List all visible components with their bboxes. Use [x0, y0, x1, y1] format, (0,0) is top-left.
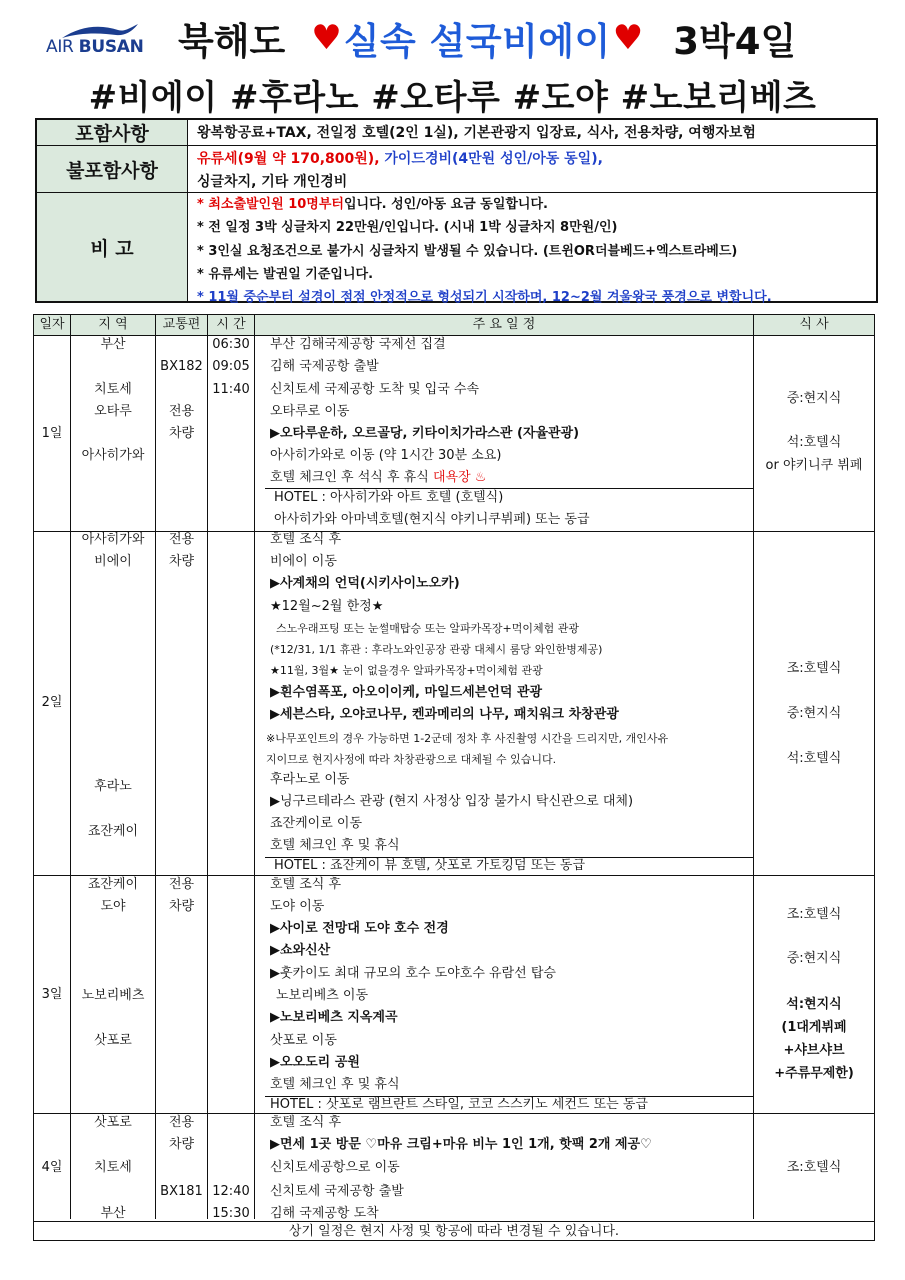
region: 노보리베츠 [81, 988, 145, 1003]
header-day: 일자 [39, 317, 65, 332]
transport: 차량 [168, 1137, 195, 1152]
meal: 조:호텔식 [786, 661, 842, 676]
notes-text [189, 193, 876, 306]
activity-text: 호텔 체크인 후 석식 후 휴식 [270, 470, 429, 485]
region: 치토세 [94, 382, 132, 397]
region: 아사히가와 [81, 532, 145, 547]
column-divider [155, 315, 156, 1219]
page-title [178, 6, 878, 70]
meal: or 야키니쿠 뷔페 [765, 458, 863, 473]
meal: +주류무제한) [774, 1066, 854, 1081]
activity: 호텔 조식 후 [270, 1115, 342, 1130]
region: 삿포로 [94, 1033, 132, 1048]
meal: (1대게뷔페 [781, 1020, 847, 1035]
excluded-text [189, 146, 876, 192]
time: 06:30 [212, 337, 250, 352]
activity: ★12월~2월 한정★ [270, 599, 384, 614]
activity: ▶사이로 전망대 도야 호수 전경 [270, 921, 449, 936]
activity: 호텔 체크인 후 및 휴식 [270, 838, 400, 853]
meal: 중:현지식 [786, 951, 842, 966]
region: 죠잔케이 [87, 824, 139, 839]
hotel: HOTEL : 삿포로 램브란트 스타일, 코코 스스키노 세컨드 또는 동급 [270, 1097, 648, 1112]
activity: ▶쇼와신산 [270, 943, 331, 958]
meal: 조:호텔식 [786, 1160, 842, 1175]
region: 죠잔케이 [87, 877, 139, 892]
logo-text-air: AIR [46, 37, 74, 57]
transport: 전용 [168, 1115, 195, 1130]
region: 오타루 [94, 404, 132, 419]
activity: ▶면세 1곳 방문 ♡마유 크림+마유 비누 1인 1개, 핫팩 2개 제공♡ [270, 1137, 652, 1152]
header-transport: 교통편 [162, 317, 201, 332]
region: 부산 [100, 1206, 126, 1221]
header-meal: 식 사 [799, 317, 829, 332]
note-fuel: * 유류세는 발권일 기준입니다. [197, 266, 374, 282]
activity: ▶훗카이도 최대 규모의 호수 도야호수 유람선 탑승 [270, 966, 556, 981]
footer-note: 상기 일정은 현지 사정 및 항공에 따라 변경될 수 있습니다. [34, 1221, 874, 1241]
note-min-people: * 최소출발인원 10명부터 [197, 197, 344, 212]
title-region: 북해도 [178, 20, 286, 63]
hotel-divider [265, 488, 753, 489]
activity: ▶닝구르테라스 관광 (현지 사정상 입장 불가시 탁신관으로 대체) [270, 794, 634, 809]
activity: 비에이 이동 [270, 554, 337, 569]
activity: 호텔 조식 후 [270, 877, 342, 892]
schedule-header [34, 315, 874, 336]
included-label: 포함사항 [37, 120, 188, 145]
excluded-fuel: 유류세(9월 약 170,800원), [197, 151, 380, 167]
hashtags: #비에이 #후라노 #오타루 #도야 #노보리베츠 [88, 78, 817, 118]
meal: 석:현지식 [786, 997, 842, 1012]
excluded-label: 불포함사항 [37, 146, 188, 192]
info-table [35, 118, 878, 306]
schedule-table [33, 314, 875, 1241]
note-snow: * 11월 중순부터 설경이 점점 안정적으로 형성되기 시작하며, 12~2월 겨울왕국 풍경으로 변합니다. [197, 290, 772, 306]
transport: 차량 [168, 554, 195, 569]
excluded-row [37, 146, 876, 193]
activity: 후라노로 이동 [270, 772, 350, 787]
header-time: 시 간 [216, 317, 246, 332]
meal: +샤브샤브 [783, 1043, 845, 1058]
activity: ★11월, 3월★ 눈이 없을경우 알파카목장+먹이체험 관광 [270, 664, 543, 677]
time: 15:30 [212, 1206, 250, 1221]
transport: 전용 [168, 877, 195, 892]
region: 삿포로 [94, 1115, 132, 1130]
activity: 스노우래프팅 또는 눈썰매탑승 또는 알파카목장+먹이체험 관광 [276, 622, 579, 635]
note-price: 입니다. 성인/아동 요금 동일합니다. [343, 197, 548, 212]
included-text: 왕복항공료+TAX, 전일정 호텔(2인 1실), 기본관광지 입장료, 식사, 전용차량, 여행자보험 [197, 125, 756, 141]
region: 아사히가와 [81, 448, 145, 463]
day-label: 1일 [41, 426, 63, 441]
activity: 김해 국제공항 출발 [270, 359, 379, 374]
hotel: HOTEL : 죠잔케이 뷰 호텔, 삿포로 가토킹덤 또는 동급 [274, 858, 586, 873]
logo-text-busan: BUSAN [78, 37, 144, 57]
day-divider [34, 875, 874, 876]
region: 치토세 [94, 1160, 132, 1175]
air-busan-logo [46, 22, 156, 62]
activity-note: 지이므로 현지사정에 따라 차창관광으로 대체될 수 있습니다. [266, 753, 557, 766]
activity-note: ※나무포인트의 경우 가능하면 1-2군데 정차 후 사진촬영 시간을 드리지만, 개인사유 [266, 732, 669, 745]
note-triple-room: * 3인실 요청조건으로 불가시 싱글차지 발생될 수 있습니다. (트윈OR더블베드+엑스트라베드) [197, 243, 738, 259]
activity: 아사히가와로 이동 (약 1시간 30분 소요) [270, 448, 502, 463]
meal: 조:호텔식 [786, 907, 842, 922]
note-single-charge: * 전 일정 3박 싱글차지 22만원/인입니다. (시내 1박 싱글차지 8만원/인) [197, 220, 618, 236]
activity: ▶노보리베츠 지옥계곡 [270, 1010, 398, 1025]
activity: 삿포로 이동 [270, 1033, 337, 1048]
region: 비에이 [94, 554, 132, 569]
notes-label: 비 고 [37, 193, 188, 301]
day-divider [34, 1113, 874, 1114]
activity: ▶사계채의 언덕(시키사이노오카) [270, 576, 460, 591]
column-divider [207, 315, 208, 1219]
hotel: HOTEL : 아사히가와 아트 호텔 (호텔식) [274, 490, 504, 505]
region: 도야 [100, 899, 126, 914]
region: 후라노 [94, 779, 132, 794]
region: 부산 [100, 337, 126, 352]
activity: (*12/31, 1/1 휴관 : 후라노와인공장 관광 대체시 룸당 와인한병제공) [270, 643, 603, 656]
title-product: 실속 설국비에이 [343, 20, 611, 63]
activity: 신치토세 국제공항 도착 및 입국 수속 [270, 382, 480, 397]
activity: 호텔 체크인 후 및 휴식 [270, 1077, 400, 1092]
hot-spring-icon: 대욕장 ♨ [432, 470, 487, 485]
activity: ▶흰수염폭포, 아오이이케, 마일드세븐언덕 관광 [270, 685, 543, 700]
activity: 신치토세공항으로 이동 [270, 1160, 400, 1175]
included-row [37, 120, 876, 146]
activity: 오타루로 이동 [270, 404, 350, 419]
transport: 차량 [168, 426, 195, 441]
header-activity: 주 요 일 정 [472, 317, 536, 332]
flight-number: BX182 [160, 359, 203, 374]
notes-row [37, 193, 876, 306]
excluded-guide: 가이드경비(4만원 성인/아동 동일), [384, 151, 603, 167]
activity: ▶오오도리 공원 [270, 1055, 360, 1070]
day-label: 2일 [41, 695, 63, 710]
activity: ▶오타루운하, 오르골당, 키타이치가라스관 (자율관광) [270, 426, 580, 441]
heart-icon: ♥ [311, 18, 342, 58]
transport: 차량 [168, 899, 195, 914]
time: 09:05 [212, 359, 250, 374]
meal: 중:현지식 [786, 391, 842, 406]
title-duration: 3박4일 [673, 20, 797, 63]
header-region: 지 역 [98, 317, 128, 332]
activity: 죠잔케이로 이동 [270, 816, 363, 831]
activity: 김해 국제공항 도착 [270, 1206, 379, 1221]
day-label: 3일 [41, 987, 63, 1002]
heart-icon: ♥ [612, 18, 644, 58]
activity: 호텔 조식 후 [270, 532, 342, 547]
activity: 부산 김해국제공항 국제선 집결 [270, 337, 446, 352]
transport: 전용 [168, 404, 195, 419]
activity: ▶세븐스타, 오야코나무, 켄과메리의 나무, 패치워크 차창관광 [270, 707, 619, 722]
hotel: 아사히가와 아마넥호텔(현지식 야키니쿠뷔페) 또는 동급 [274, 512, 590, 527]
activity: 도야 이동 [270, 899, 325, 914]
time: 11:40 [212, 382, 250, 397]
transport: 전용 [168, 532, 195, 547]
time: 12:40 [212, 1184, 250, 1199]
day-label: 4일 [41, 1160, 63, 1175]
meal: 석:호텔식 [786, 751, 842, 766]
activity: 신치토세 국제공항 출발 [270, 1184, 404, 1199]
excluded-other: 싱글차지, 기타 개인경비 [197, 174, 348, 190]
flight-number: BX181 [160, 1184, 203, 1199]
column-divider [254, 315, 255, 1219]
meal: 석:호텔식 [786, 435, 842, 450]
meal: 중:현지식 [786, 706, 842, 721]
activity: 노보리베츠 이동 [276, 988, 369, 1003]
activity [270, 470, 486, 486]
